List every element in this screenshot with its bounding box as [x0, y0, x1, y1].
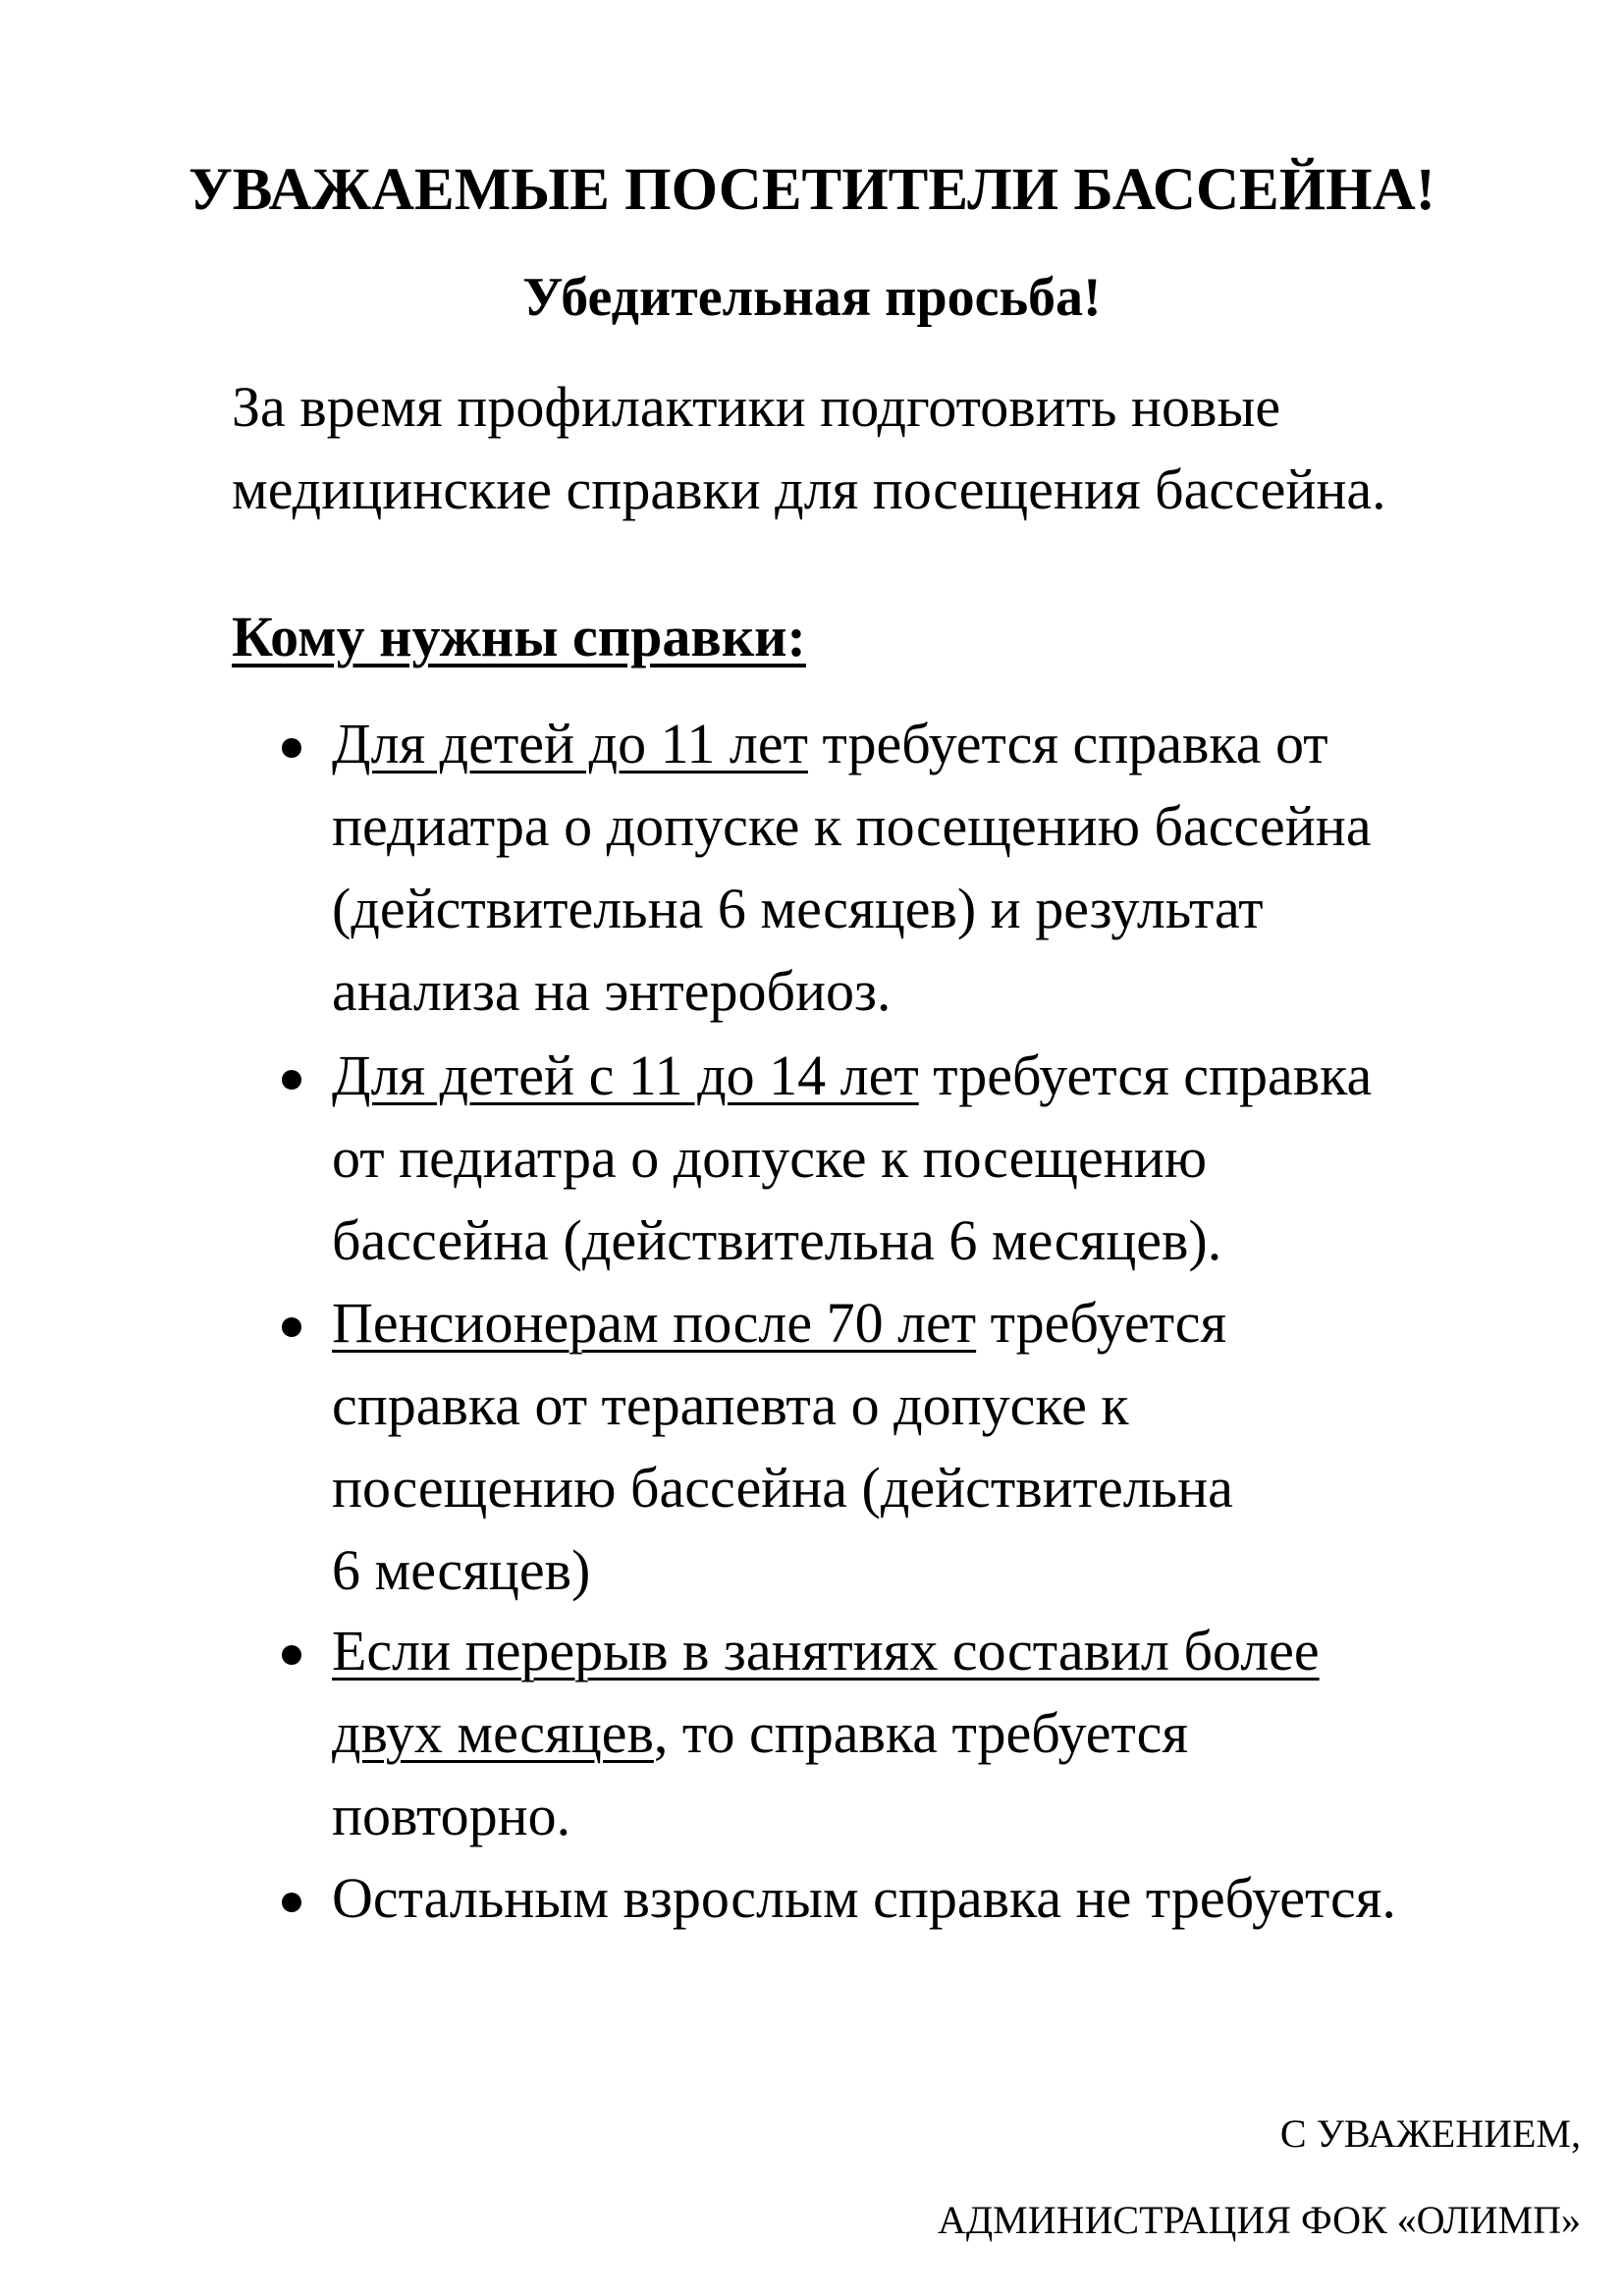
- list-item-text: [332, 1282, 1233, 1612]
- bullet-icon: [282, 1893, 301, 1912]
- list-item-text: [332, 1610, 1320, 1857]
- closing-line: АДМИНИСТРАЦИЯ ФОК «ОЛИМП»: [938, 2198, 1581, 2242]
- list-item-text: [332, 1035, 1372, 1282]
- list-item-line: [332, 1035, 1372, 1117]
- list-item-line: педиатра о допуске к посещению бассейна: [332, 794, 1372, 858]
- list-item-line: 6 месяцев): [332, 1538, 591, 1602]
- list-item-line: посещению бассейна (действительна: [332, 1456, 1233, 1520]
- list-item-line: повторно.: [332, 1784, 571, 1847]
- closing-line: С УВАЖЕНИЕМ,: [1279, 2111, 1581, 2156]
- list-item-line: Остальным взрослым справка не требуется.: [332, 1866, 1396, 1930]
- list-item-line: [332, 1282, 1233, 1364]
- list-item-line: (действительна 6 месяцев) и результат: [332, 877, 1264, 940]
- list-item-emphasis: Для детей до 11 лет: [332, 712, 808, 775]
- section-heading: Кому нужны справки:: [232, 605, 806, 668]
- list-item-text: [332, 703, 1372, 1033]
- list-item-line-rest: требуется: [976, 1291, 1227, 1355]
- list-item-emphasis: двух месяцев: [332, 1701, 654, 1765]
- list-item-line-rest: требуется справка: [918, 1043, 1373, 1107]
- list-item-text: [332, 1857, 1396, 1940]
- list-item-emphasis: Для детей с 11 до 14 лет: [332, 1043, 919, 1107]
- list-item-line: от педиатра о допуске к посещению: [332, 1126, 1208, 1190]
- list-item-line-rest: , то справка требуется: [653, 1701, 1188, 1765]
- list-item-line-rest: требуется справка от: [807, 712, 1328, 775]
- list-item-emphasis: Если перерыв в занятиях составил более: [332, 1619, 1320, 1682]
- list-item-line: [332, 1692, 1320, 1775]
- list-item-line: справка от терапевта о допуске к: [332, 1373, 1129, 1437]
- bullet-icon: [282, 1645, 301, 1665]
- page-title: УВАЖАЕМЫЕ ПОСЕТИТЕЛИ БАССЕЙНА!: [189, 157, 1435, 223]
- list-item-line: [332, 703, 1372, 785]
- closing-signature: [938, 2091, 1581, 2264]
- list-item-line: анализа на энтеробиоз.: [332, 959, 892, 1023]
- list-item-emphasis: Пенсионерам после 70 лет: [332, 1291, 977, 1355]
- list-item-line: бассейна (действительна 6 месяцев).: [332, 1208, 1222, 1272]
- page-subtitle: Убедительная просьба!: [522, 267, 1102, 328]
- bullet-icon: [282, 738, 301, 758]
- bullet-icon: [282, 1317, 301, 1337]
- intro-line: За время профилактики подготовить новые: [232, 375, 1281, 439]
- bullet-icon: [282, 1070, 301, 1090]
- intro-line: медицинские справки для посещения бассейна.: [232, 457, 1386, 521]
